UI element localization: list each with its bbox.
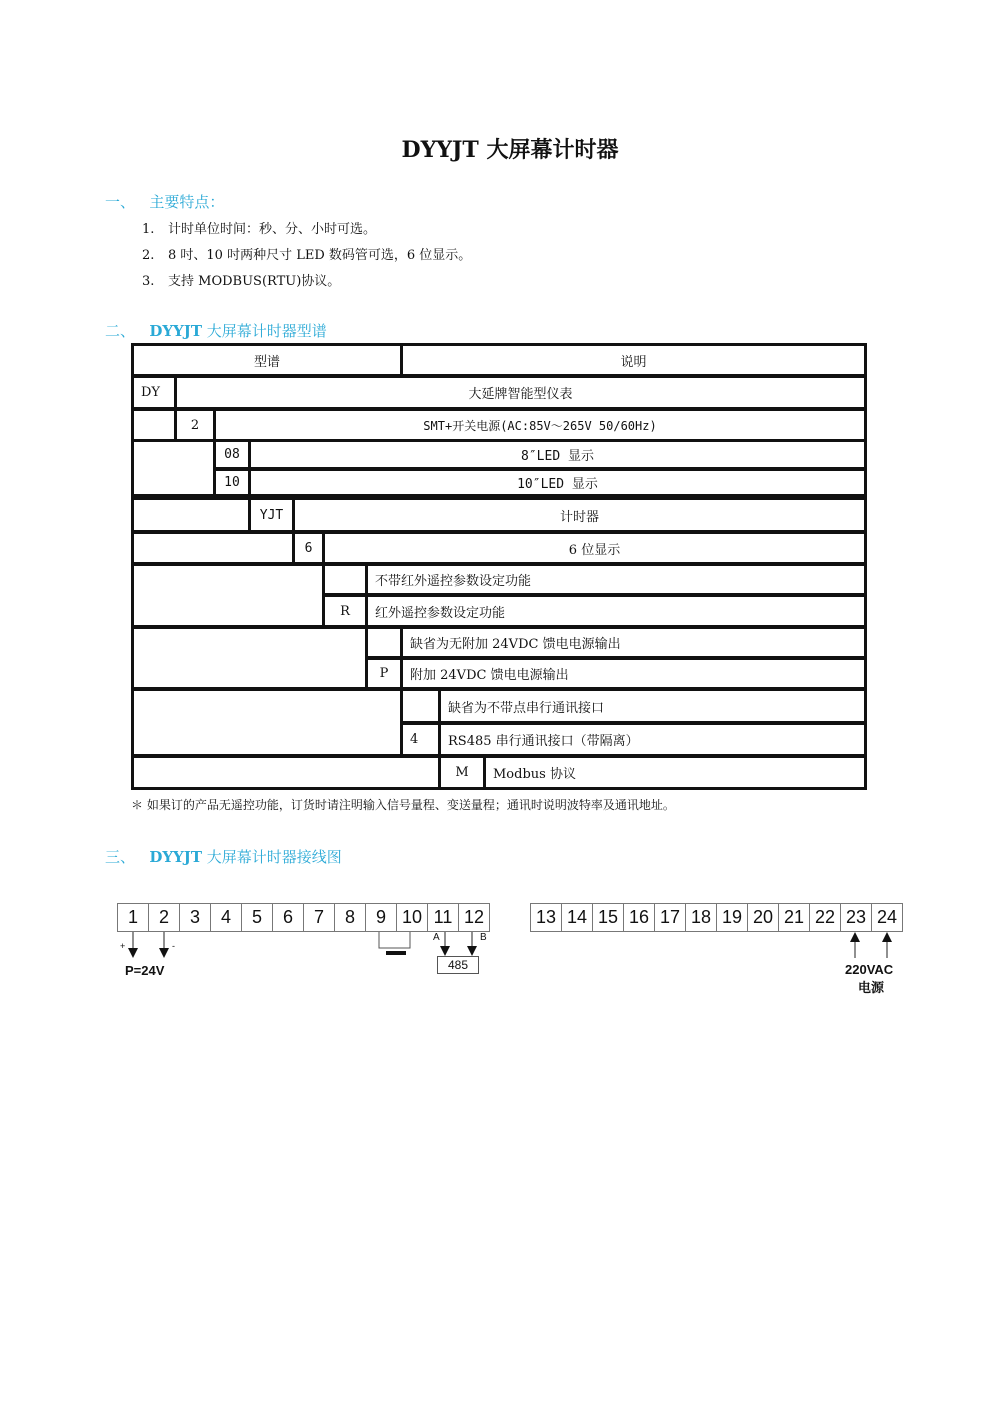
terminal: 13: [530, 903, 562, 932]
feature-text: 计时单位时间：秒、分、小时可选。: [168, 222, 377, 237]
arrow-up-icon: [850, 932, 860, 942]
terminal: 7: [303, 903, 335, 932]
terminal: 22: [809, 903, 841, 932]
code-cell: 10: [213, 468, 251, 497]
page-title: DYYJT 大屏幕计时器: [401, 137, 619, 163]
terminal: 23: [840, 903, 872, 932]
power-label: P=24V: [125, 963, 165, 978]
terminal: 4: [210, 903, 242, 932]
desc-cell: SMT+开关电源(AC:85V～265V 50/60Hz): [213, 408, 867, 442]
desc-cell: 10″LED 显示: [248, 468, 867, 497]
terminal: 21: [778, 903, 810, 932]
arrow-down-icon: [467, 946, 477, 956]
terminal: 11: [427, 903, 459, 932]
section-title-bold: DYYJT: [149, 322, 203, 340]
terminal: 16: [623, 903, 655, 932]
ac-label: 220VAC: [845, 962, 894, 977]
terminal: 19: [716, 903, 748, 932]
code-cell: DY: [131, 375, 177, 410]
code-cell: 2: [174, 408, 216, 442]
feature-num: 3.: [142, 274, 155, 289]
terminal: 6: [272, 903, 304, 932]
desc-cell: 缺省为不带点串行通讯接口: [438, 688, 867, 724]
switch-wire: [379, 932, 410, 948]
a-label: A: [433, 932, 440, 943]
ac-sub-label: 电源: [858, 980, 885, 995]
rs485-box: 485: [437, 956, 479, 974]
section-title: 大屏幕计时器接线图: [206, 848, 342, 866]
feature-num: 2.: [142, 248, 155, 263]
switch-icon: [386, 951, 406, 955]
section-number: 三、: [105, 848, 136, 866]
terminal: 8: [334, 903, 366, 932]
section-title: 大屏幕计时器型谱: [206, 322, 327, 340]
terminal: 15: [592, 903, 624, 932]
desc-cell: RS485 串行通讯接口（带隔离）: [438, 722, 867, 757]
desc-cell: 红外遥控参数设定功能: [365, 594, 867, 628]
arrow-down-icon: [440, 946, 450, 956]
code-cell: 4: [400, 722, 441, 757]
section-title: 主要特点：: [149, 193, 225, 211]
desc-cell: 计时器: [292, 497, 867, 533]
feature-text: 支持 MODBUS(RTU)协议。: [168, 274, 341, 289]
terminal: 9: [365, 903, 397, 932]
desc-cell: 6 位显示: [322, 531, 867, 565]
order-note: ＊ 如果订的产品无遥控功能，订货时请注明输入信号量程、变送量程；通讯时说明波特率及通讯地址。: [131, 798, 675, 812]
terminal: 3: [179, 903, 211, 932]
terminal: 1: [117, 903, 149, 932]
desc-cell: 附加 24VDC 馈电电源输出: [400, 657, 867, 690]
desc-cell: 大延牌智能型仪表: [174, 375, 867, 410]
code-cell: 08: [213, 439, 251, 470]
code-cell: M: [438, 755, 486, 790]
arrow-down-icon: [128, 948, 138, 958]
desc-cell: 不带红外遥控参数设定功能: [365, 563, 867, 596]
terminal: 5: [241, 903, 273, 932]
feature-num: 1.: [142, 222, 155, 237]
terminal: 17: [654, 903, 686, 932]
terminal: 18: [685, 903, 717, 932]
terminal: 12: [458, 903, 490, 932]
header-desc: 说明: [400, 343, 867, 377]
code-cell: P: [365, 657, 403, 690]
desc-cell: 8″LED 显示: [248, 439, 867, 470]
terminal: 14: [561, 903, 593, 932]
desc-cell: Modbus 协议: [483, 755, 867, 790]
b-label: B: [480, 932, 487, 943]
terminal: 24: [871, 903, 903, 932]
feature-text: 8 吋、10 吋两种尺寸 LED 数码管可选，6 位显示。: [168, 248, 472, 263]
section-number: 一、: [105, 193, 136, 211]
arrow-down-icon: [159, 948, 169, 958]
section-title-bold: DYYJT: [149, 848, 203, 866]
terminal: 2: [148, 903, 180, 932]
desc-cell: 缺省为无附加 24VDC 馈电电源输出: [400, 626, 867, 659]
code-cell: 6: [292, 531, 325, 565]
plus-label: +: [120, 941, 126, 951]
terminal: 10: [396, 903, 428, 932]
section-number: 二、: [105, 322, 136, 340]
minus-label: -: [172, 941, 175, 951]
code-cell: YJT: [248, 497, 295, 533]
header-model: 型谱: [131, 343, 403, 377]
arrow-up-icon: [882, 932, 892, 942]
terminal: 20: [747, 903, 779, 932]
code-cell: R: [322, 594, 368, 628]
